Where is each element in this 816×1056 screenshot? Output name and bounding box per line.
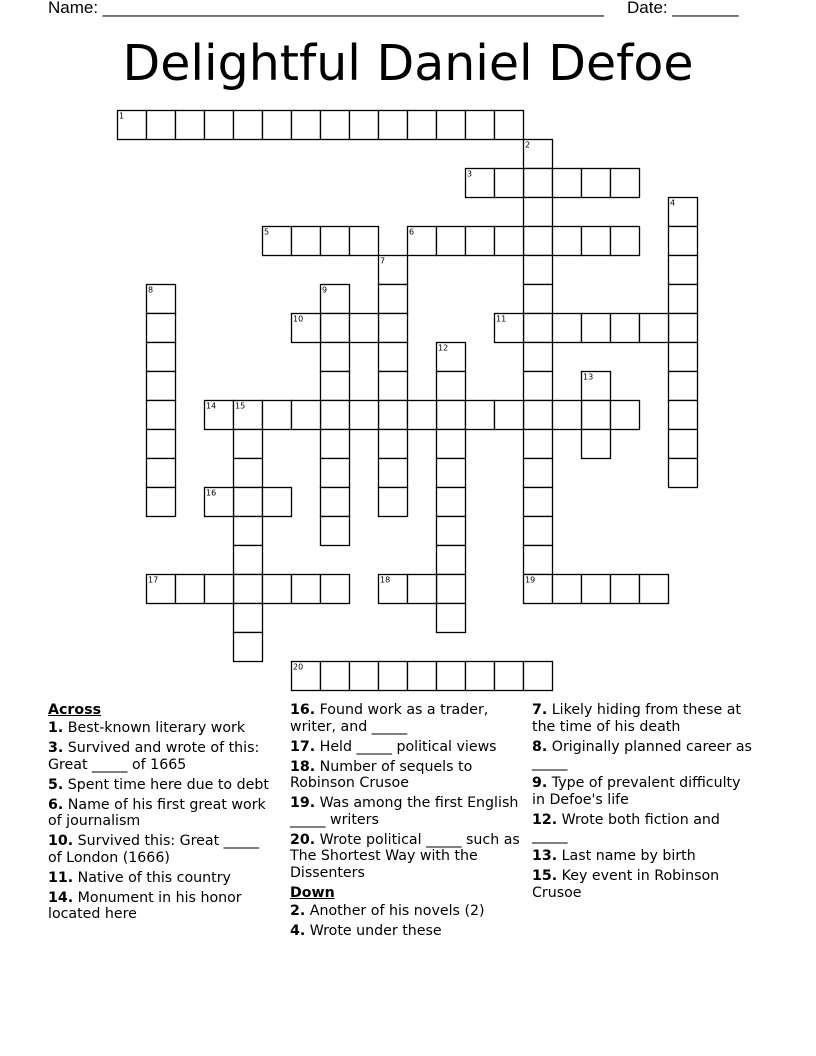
grid-cell[interactable] xyxy=(437,372,466,401)
grid-cell[interactable] xyxy=(437,662,466,691)
clue-number: 5. xyxy=(48,776,64,793)
grid-cell[interactable] xyxy=(495,662,524,691)
grid-cell[interactable] xyxy=(234,633,263,662)
grid-cell[interactable] xyxy=(437,227,466,256)
grid-cell[interactable] xyxy=(669,227,698,256)
clues-column-1 xyxy=(48,702,270,926)
grid-cell[interactable] xyxy=(553,401,582,430)
grid-cell[interactable] xyxy=(234,430,263,459)
grid-cell[interactable] xyxy=(263,575,292,604)
grid-cell[interactable] xyxy=(669,343,698,372)
grid-cell[interactable] xyxy=(234,546,263,575)
grid-cell[interactable] xyxy=(234,488,263,517)
clue-number-label: 14 xyxy=(206,401,217,411)
grid-cell[interactable] xyxy=(669,314,698,343)
grid-cell[interactable] xyxy=(292,401,321,430)
grid-cell[interactable] xyxy=(553,169,582,198)
grid-cell[interactable] xyxy=(321,662,350,691)
clue-number: 19. xyxy=(290,795,316,811)
grid-cell[interactable] xyxy=(524,285,553,314)
grid-cell[interactable] xyxy=(669,256,698,285)
grid-cell[interactable] xyxy=(524,488,553,517)
clue-number: 1. xyxy=(48,720,64,736)
clue-item xyxy=(290,923,520,940)
clue-item xyxy=(532,739,754,772)
grid-cell[interactable] xyxy=(234,517,263,546)
grid-cell[interactable] xyxy=(437,517,466,546)
clue-number: 3. xyxy=(48,740,64,756)
grid-cell[interactable] xyxy=(408,401,437,430)
grid-cell[interactable] xyxy=(205,111,234,140)
clue-item xyxy=(290,795,520,828)
grid-cell[interactable] xyxy=(495,227,524,256)
grid-cell[interactable] xyxy=(524,198,553,227)
grid-cell[interactable] xyxy=(321,227,350,256)
grid-cell[interactable] xyxy=(437,430,466,459)
grid-cell[interactable] xyxy=(321,372,350,401)
clue-item xyxy=(48,720,270,737)
grid-cell[interactable] xyxy=(437,488,466,517)
grid-cell[interactable] xyxy=(437,604,466,633)
grid-cell[interactable] xyxy=(524,546,553,575)
grid-cell[interactable] xyxy=(147,314,176,343)
clue-number: 15. xyxy=(532,868,558,884)
clue-number-label: 11 xyxy=(496,314,507,324)
grid-cell[interactable] xyxy=(582,575,611,604)
grid-cell[interactable] xyxy=(379,401,408,430)
grid-cell[interactable] xyxy=(495,401,524,430)
grid-cell[interactable] xyxy=(640,575,669,604)
clue-number: 18. xyxy=(290,758,316,775)
grid-cell[interactable] xyxy=(350,662,379,691)
grid-cell[interactable] xyxy=(669,401,698,430)
clue-number: 11. xyxy=(48,869,74,886)
grid-cell[interactable] xyxy=(466,227,495,256)
grid-cell[interactable] xyxy=(437,459,466,488)
grid-cell[interactable] xyxy=(234,575,263,604)
clue-text: Originally planned career as _____ xyxy=(532,738,752,771)
grid-cell[interactable] xyxy=(524,401,553,430)
clue-item xyxy=(290,832,520,882)
grid-cell[interactable] xyxy=(669,430,698,459)
grid-cell[interactable] xyxy=(263,111,292,140)
grid-cell[interactable] xyxy=(524,430,553,459)
clue-text: Best-known literary work xyxy=(63,720,246,736)
grid-cell[interactable] xyxy=(524,343,553,372)
clue-text: Survived and wrote of this: Great _____ of 1665 xyxy=(48,740,260,773)
grid-cell[interactable] xyxy=(582,430,611,459)
clue-item xyxy=(290,739,520,756)
clue-text: Held _____ political views xyxy=(315,738,497,755)
grid-cell[interactable] xyxy=(205,575,234,604)
grid-cell[interactable] xyxy=(669,285,698,314)
puzzle-title: Delightful Daniel Defoe xyxy=(122,35,694,92)
grid-cell[interactable] xyxy=(147,372,176,401)
grid-cell[interactable] xyxy=(379,662,408,691)
grid-cell[interactable] xyxy=(524,372,553,401)
clue-number-label: 9 xyxy=(322,285,328,295)
grid-cell[interactable] xyxy=(379,372,408,401)
clue-item xyxy=(290,702,520,735)
grid-cell[interactable] xyxy=(379,314,408,343)
clue-item xyxy=(48,740,270,773)
grid-cell[interactable] xyxy=(582,227,611,256)
clue-text: Monument in his honor located here xyxy=(48,889,242,922)
grid-cell[interactable] xyxy=(495,111,524,140)
grid-cell[interactable] xyxy=(669,459,698,488)
clue-text: Wrote both fiction and _____ xyxy=(532,811,720,844)
clue-text: Spent time here due to debt xyxy=(63,776,269,793)
clue-text: Wrote political _____ such as The Shortest Way with the Dissenters xyxy=(290,831,520,881)
clue-item xyxy=(290,759,520,792)
clue-number-label: 1 xyxy=(119,111,125,121)
grid-cell[interactable] xyxy=(437,575,466,604)
grid-cell[interactable] xyxy=(611,227,640,256)
grid-cell[interactable] xyxy=(582,314,611,343)
grid-cell[interactable] xyxy=(321,401,350,430)
clue-text: Native of this country xyxy=(73,869,231,886)
clue-text: Key event in Robinson Crusoe xyxy=(532,868,720,901)
clue-number-label: 17 xyxy=(148,575,159,585)
grid-cell[interactable] xyxy=(611,575,640,604)
clue-item xyxy=(48,833,270,866)
grid-cell[interactable] xyxy=(176,111,205,140)
clue-item xyxy=(48,870,270,887)
grid-cell[interactable] xyxy=(437,111,466,140)
grid-cell[interactable] xyxy=(466,662,495,691)
grid-cell[interactable] xyxy=(611,169,640,198)
clue-text: Number of sequels to Robinson Crusoe xyxy=(290,758,473,791)
clue-item xyxy=(290,903,520,920)
clue-item xyxy=(532,775,754,808)
grid-cell[interactable] xyxy=(350,227,379,256)
grid-cell[interactable] xyxy=(524,227,553,256)
grid-cell[interactable] xyxy=(263,488,292,517)
clue-number-label: 3 xyxy=(467,169,473,179)
clue-number: 8. xyxy=(532,738,548,755)
grid-cell[interactable] xyxy=(292,575,321,604)
name-field-label: Name: _____________________________________________________ xyxy=(48,0,604,17)
grid-cell[interactable] xyxy=(640,314,669,343)
clue-number: 16. xyxy=(290,702,316,718)
grid-cell[interactable] xyxy=(379,285,408,314)
grid-cell[interactable] xyxy=(669,372,698,401)
clue-item xyxy=(48,797,270,830)
clue-number: 14. xyxy=(48,889,74,906)
grid-cell[interactable] xyxy=(350,401,379,430)
grid-cell[interactable] xyxy=(350,111,379,140)
grid-cell[interactable] xyxy=(553,575,582,604)
grid-cell[interactable] xyxy=(524,256,553,285)
grid-cell[interactable] xyxy=(524,314,553,343)
grid-cell[interactable] xyxy=(379,459,408,488)
clue-number: 17. xyxy=(290,738,316,755)
clue-item xyxy=(532,702,754,735)
grid-cell[interactable] xyxy=(147,430,176,459)
grid-cell[interactable] xyxy=(176,575,205,604)
down-heading: Down xyxy=(290,884,335,901)
grid-cell[interactable] xyxy=(321,459,350,488)
grid-cell[interactable] xyxy=(437,546,466,575)
clue-number-label: 5 xyxy=(264,227,270,237)
clue-number-label: 18 xyxy=(380,575,391,585)
clue-number-label: 4 xyxy=(670,198,676,208)
clue-item xyxy=(532,848,754,865)
clue-item xyxy=(532,812,754,845)
grid-cell[interactable] xyxy=(234,111,263,140)
grid-cell[interactable] xyxy=(350,314,379,343)
date-field-label: Date: _______ xyxy=(627,0,739,17)
clue-item xyxy=(532,868,754,901)
clue-number-label: 16 xyxy=(206,488,217,498)
grid-cell[interactable] xyxy=(321,575,350,604)
grid-cell[interactable] xyxy=(611,314,640,343)
clue-text: Was among the first English _____ writers xyxy=(290,795,519,828)
grid-cell[interactable] xyxy=(147,111,176,140)
grid-cell[interactable] xyxy=(524,517,553,546)
grid-cell[interactable] xyxy=(553,227,582,256)
clue-number-label: 8 xyxy=(148,285,154,295)
grid-cell[interactable] xyxy=(408,111,437,140)
grid-cell[interactable] xyxy=(147,459,176,488)
grid-cell[interactable] xyxy=(379,111,408,140)
clue-number-label: 7 xyxy=(380,256,386,266)
grid-cell[interactable] xyxy=(611,401,640,430)
clue-number: 2. xyxy=(290,902,306,919)
grid-cell[interactable] xyxy=(524,459,553,488)
grid-cell[interactable] xyxy=(379,430,408,459)
clue-text: Name of his first great work of journalism xyxy=(48,796,266,829)
grid-cell[interactable] xyxy=(321,430,350,459)
clue-text: Last name by birth xyxy=(557,848,696,864)
grid-cell[interactable] xyxy=(495,169,524,198)
clue-text: Another of his novels (2) xyxy=(305,902,485,919)
clue-number-label: 12 xyxy=(438,343,449,353)
clue-number: 13. xyxy=(532,848,558,864)
clue-text: Wrote under these xyxy=(305,922,442,939)
grid-cell[interactable] xyxy=(321,488,350,517)
grid-cell[interactable] xyxy=(292,227,321,256)
clue-number: 9. xyxy=(532,775,548,791)
grid-cell[interactable] xyxy=(234,604,263,633)
clue-number: 10. xyxy=(48,833,74,849)
grid-cell[interactable] xyxy=(321,314,350,343)
clue-number-label: 20 xyxy=(293,662,304,672)
grid-cell[interactable] xyxy=(408,575,437,604)
grid-cell[interactable] xyxy=(437,401,466,430)
clue-text: Found work as a trader, writer, and _____ xyxy=(290,702,489,735)
clue-text: Type of prevalent difficulty in Defoe's life xyxy=(532,775,741,808)
grid-cell[interactable] xyxy=(466,111,495,140)
grid-cell[interactable] xyxy=(321,517,350,546)
clue-number-label: 15 xyxy=(235,401,246,411)
clue-number-label: 6 xyxy=(409,227,415,237)
grid-cell[interactable] xyxy=(466,401,495,430)
clue-number: 4. xyxy=(290,922,306,939)
clue-number-label: 13 xyxy=(583,372,594,382)
clue-text: Survived this: Great _____ of London (1666) xyxy=(48,833,260,866)
across-heading: Across xyxy=(48,702,102,718)
grid-cell[interactable] xyxy=(147,401,176,430)
clue-number-label: 10 xyxy=(293,314,304,324)
clues-column-3 xyxy=(532,702,754,905)
grid-cell[interactable] xyxy=(379,343,408,372)
clue-number: 7. xyxy=(532,702,548,718)
grid-cell[interactable] xyxy=(292,111,321,140)
clue-number: 12. xyxy=(532,811,558,828)
grid-cell[interactable] xyxy=(582,401,611,430)
clue-number: 20. xyxy=(290,831,316,848)
grid-cell[interactable] xyxy=(321,343,350,372)
clues-column-2 xyxy=(290,702,520,943)
grid-cell[interactable] xyxy=(524,169,553,198)
grid-cell[interactable] xyxy=(379,488,408,517)
grid-cell[interactable] xyxy=(524,662,553,691)
grid-cell[interactable] xyxy=(147,343,176,372)
clue-text: Likely hiding from these at the time of his death xyxy=(532,702,741,735)
clue-number-label: 19 xyxy=(525,575,536,585)
clue-number-label: 2 xyxy=(525,140,531,150)
grid-cell[interactable] xyxy=(147,488,176,517)
grid-cell[interactable] xyxy=(553,314,582,343)
grid-cell[interactable] xyxy=(408,662,437,691)
clue-item xyxy=(48,890,270,923)
grid-cell[interactable] xyxy=(234,459,263,488)
grid-cell[interactable] xyxy=(263,401,292,430)
clue-number: 6. xyxy=(48,796,64,813)
grid-cell[interactable] xyxy=(321,111,350,140)
grid-cell[interactable] xyxy=(582,169,611,198)
clue-item xyxy=(48,777,270,794)
